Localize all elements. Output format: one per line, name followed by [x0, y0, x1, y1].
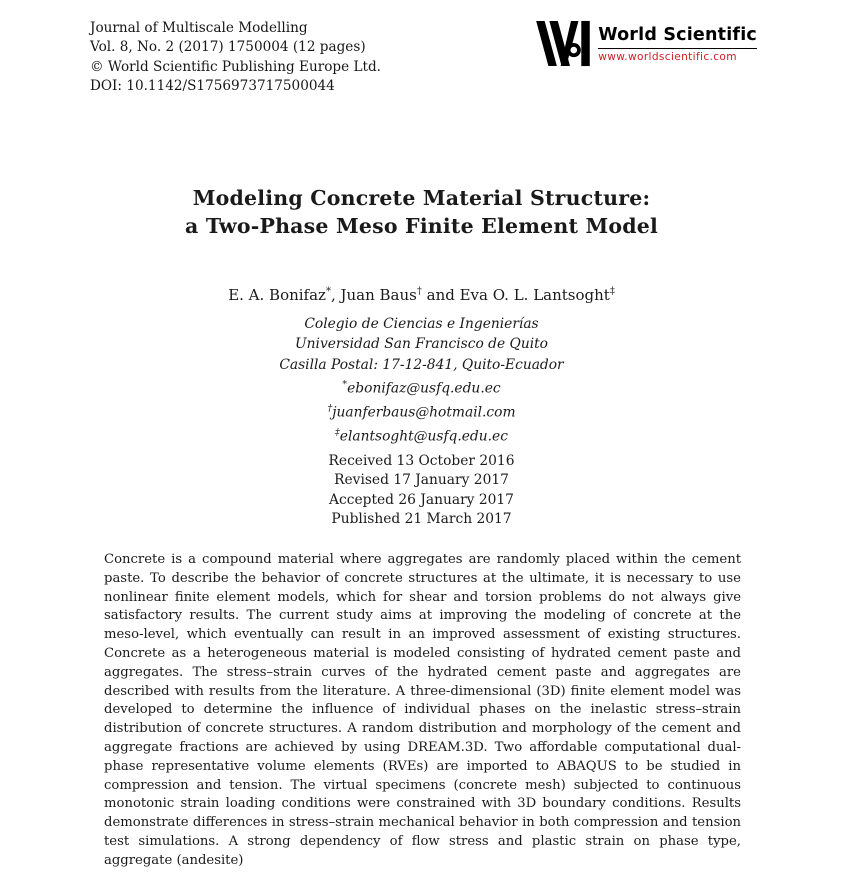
paper-title-line-1: Modeling Concrete Material Structure:	[192, 186, 651, 210]
email-footnote-mark: †	[327, 403, 333, 415]
email-address: juanferbaus@hotmail.com	[332, 404, 516, 421]
paper-title	[0, 184, 843, 240]
received-date: Received 13 October 2016	[328, 453, 515, 469]
email-footnote-mark: ‡	[335, 427, 340, 439]
email-footnote-mark: *	[342, 379, 348, 391]
publisher-block	[534, 20, 757, 67]
author-name: and Eva O. L. Lantsoght	[421, 286, 610, 304]
affiliation-block	[0, 314, 843, 447]
publisher-text	[598, 20, 757, 63]
affiliation-line: Universidad San Francisco de Quito	[295, 336, 548, 353]
paper-title-line-2: a Two-Phase Meso Finite Element Model	[185, 214, 658, 238]
author-name: E. A. Bonifaz	[228, 286, 326, 304]
email-line	[0, 399, 843, 423]
authors-line	[0, 286, 843, 304]
journal-doi: DOI: 10.1142/S1756973717500044	[90, 77, 335, 94]
journal-copyright: © World Scientific Publishing Europe Ltd.	[90, 58, 381, 75]
publisher-url[interactable]: www.worldscientific.com	[598, 51, 737, 63]
abstract-text: Concrete is a compound material where aggregates are randomly placed within the cement paste. To describe the behavior of concrete structures at the ultimate, it is necessary to use nonlinear finite element models, which for shear and torsion problems do not always give satisfactory results. The current study aims at improving the modeling of concrete at the meso-level, which eventually can result in an improved assessment of existing structures. Concrete as a heterogeneous material is modeled consisting of hydrated cement paste and aggregates. The stress–strain curves of the hydrated cement paste and aggregates are described with results from the literature. A three-dimensional (3D) finite element model was developed to determine the influence of individual phases on the inelastic stress–strain distribution of concrete structures. A random distribution and morphology of the cement and aggregate fractions are achieved by using DREAM.3D. Two affordable computational dual-phase representative volume elements (RVEs) are imported to ABAQUS to be studied in compression and tension. The virtual specimens (concrete mesh) subjected to continuous monotonic strain loading conditions were constrained with 3D boundary conditions. Results demonstrate differences in stress–strain mechanical behavior in both compression and tension test simulations. A strong dependency of flow stress and plastic strain on phase type, aggregate (andesite)	[104, 552, 741, 868]
publisher-name: World Scientific	[598, 25, 757, 49]
affiliation-line: Colegio de Ciencias e Ingenierías	[304, 316, 539, 332]
email-line	[0, 375, 843, 399]
email-address: ebonifaz@usfq.edu.ec	[347, 380, 501, 397]
journal-masthead	[90, 19, 381, 96]
author-footnote-mark: *	[325, 286, 331, 297]
journal-issue: Vol. 8, No. 2 (2017) 1750004 (12 pages)	[90, 39, 366, 56]
history-block	[0, 452, 843, 530]
world-scientific-logo-icon	[534, 20, 591, 67]
journal-name: Journal of Multiscale Modelling	[90, 20, 308, 36]
revised-date: Revised 17 January 2017	[334, 472, 509, 489]
author-footnote-mark: †	[416, 286, 422, 297]
accepted-date: Accepted 26 January 2017	[329, 491, 514, 508]
author-footnote-mark: ‡	[609, 286, 615, 297]
email-line	[0, 423, 843, 447]
published-date: Published 21 March 2017	[331, 511, 512, 528]
email-address: elantsoght@usfq.edu.ec	[339, 428, 508, 445]
affiliation-line: Casilla Postal: 17-12-841, Quito-Ecuador	[279, 356, 564, 373]
author-name: , Juan Baus	[330, 286, 417, 304]
